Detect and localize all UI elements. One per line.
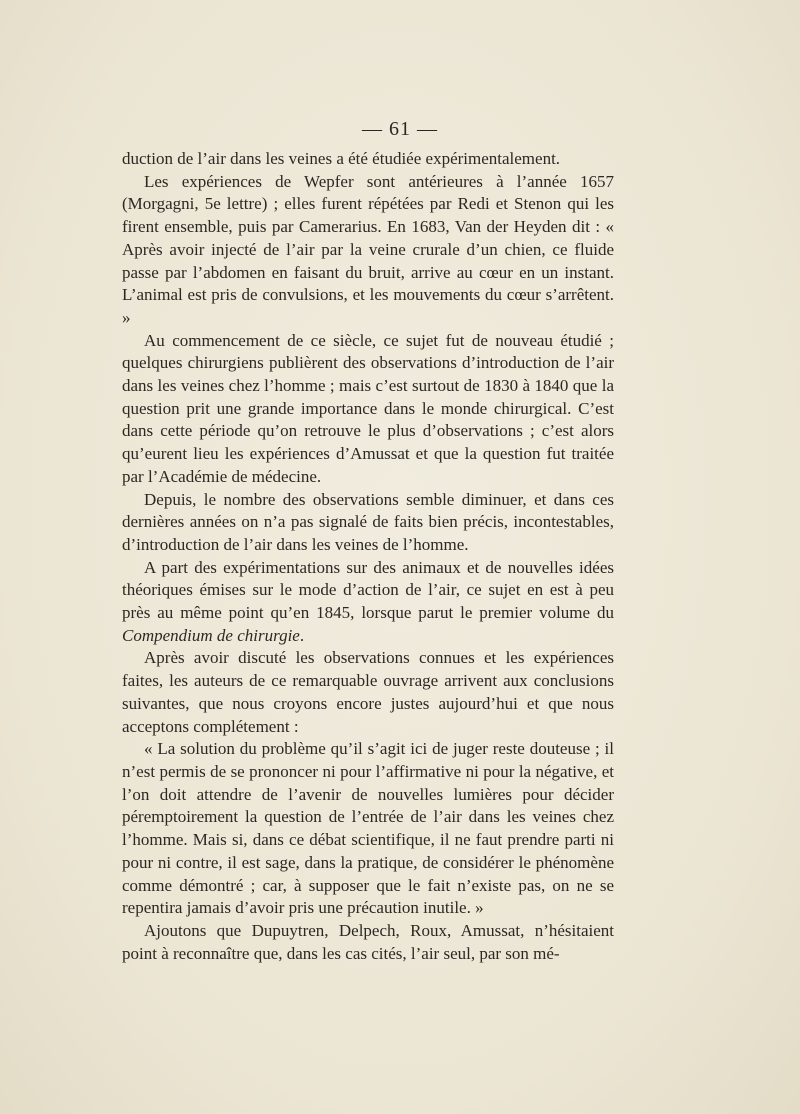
paragraph: Après avoir discuté les observations connues et les expériences faites, les auteurs de ce remarquable ouvrage arrivent aux conclusions suivantes, que nous croyons encore justes aujourd’hui et que nous acceptons complétement : [122, 648, 614, 736]
paragraph [122, 557, 614, 648]
quotation: « La solution du problème qu’il s’agit ici de juger reste douteuse ; il n’est permis de se prononcer ni pour l’affirmative ni pour la négative, et l’on doit attendre de l’avenir de nouvelles lumières pour décider péremptoirement la question de l’entrée de l’air dans les veines chez l’homme. Mais si, dans ce débat scientifique, il ne faut prendre parti ni pour ni contre, il est sage, dans la pratique, de considérer le phénomène comme démontré ; car, à supposer que le fait n’existe pas, on ne se repentira jamais d’avoir pris une précaution inutile. » [122, 739, 614, 918]
paragraph: Les expériences de Wepfer sont antérieures à l’année 1657 (Morgagni, 5e lettre) ; elles furent répétées par Redi et Stenon qui les firent ensemble, puis par Camerarius. En 1683, Van der Heyden dit : « Après avoir injecté de l’air par la veine crurale d’un chien, ce fluide passe par l’abdomen en faisant du bruit, arrive au cœur en un instant. L’animal est pris de convulsions, et les mouvements du cœur s’arrêtent. » [122, 171, 614, 327]
paragraph: Ajoutons que Dupuytren, Delpech, Roux, Amussat, n’hésitaient point à reconnaître que, dans les cas cités, l’air seul, par son mé- [122, 920, 614, 963]
paragraph: Depuis, le nombre des observations semble diminuer, et dans ces dernières années on n’a pas signalé de faits bien précis, incontestables, d’introduction de l’air dans les veines de l’homme. [122, 489, 614, 554]
paragraph: duction de l’air dans les veines a été étudiée expérimentalement. [122, 149, 561, 168]
paragraph: Au commencement de ce siècle, ce sujet fut de nouveau étudié ; quelques chirurgiens publièrent des observations d’introduction de l’air dans les veines chez l’homme ; mais c’est surtout de 1830 à 1840 que la question prit une grande importance dans le monde chirurgical. C’est dans cette période qu’on retrouve le plus d’observations ; c’est alors qu’eurent lieu les expériences d’Amussat et que la question fut traitée par l’Académie de médecine. [122, 330, 614, 486]
body-text [122, 148, 614, 965]
book-title: Compendium de chirurgie [122, 625, 300, 645]
paragraph-text: . [299, 625, 305, 645]
paragraph-text: A part des expérimentations sur des animaux et de nouvelles idées théoriques émises sur le mode d’action de l’air, ce sujet en est à peu près au même point qu’en 1845, lorsque parut le premier volume du [122, 557, 614, 623]
page-number: — 61 — [362, 118, 438, 140]
